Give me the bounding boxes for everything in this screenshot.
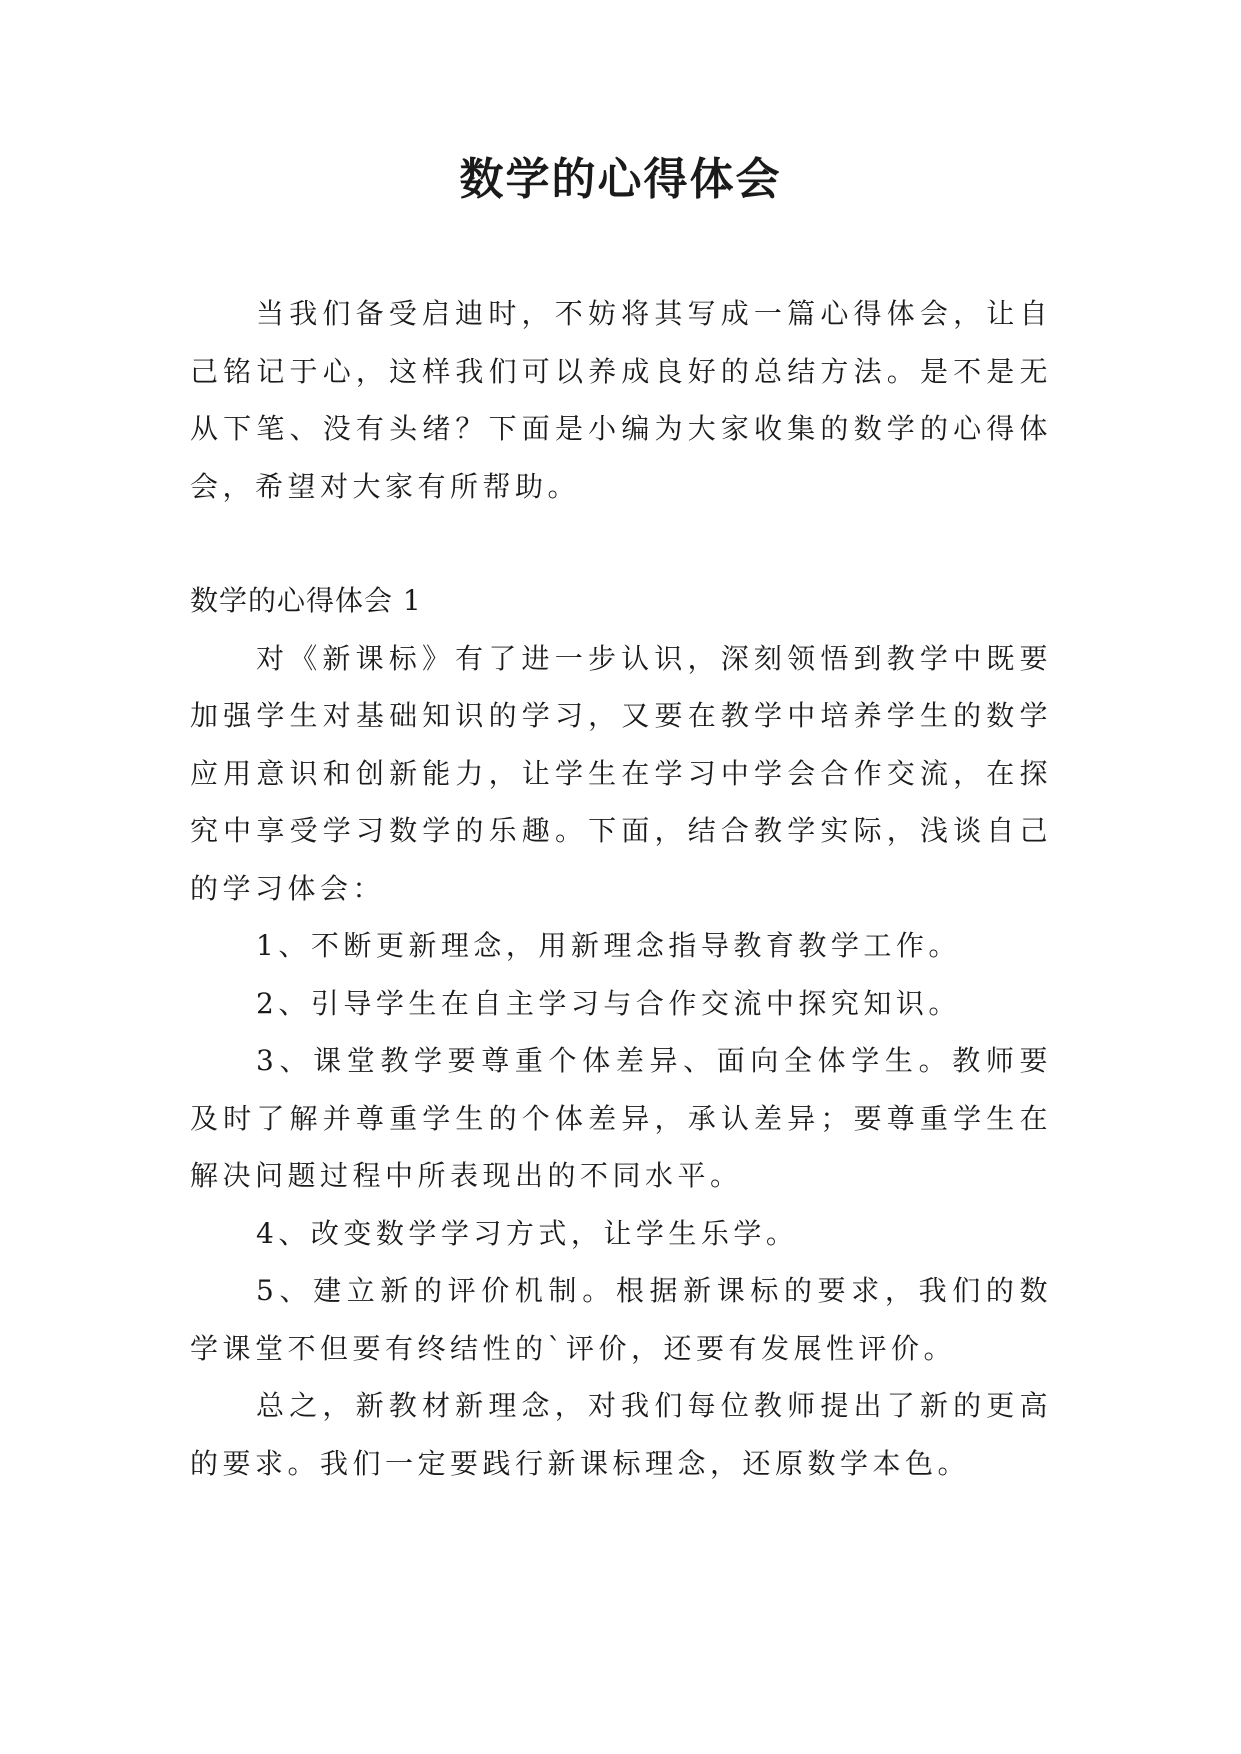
conclusion-paragraph: 总之，新教材新理念，对我们每位教师提出了新的更高的要求。我们一定要践行新课标理念，还原数学本色。 — [190, 1389, 1052, 1480]
intro-paragraph: 当我们备受启迪时，不妨将其写成一篇心得体会，让自己铭记于心，这样我们可以养成良好的总结方法。是不是无从下笔、没有头绪？下面是小编为大家收集的数学的心得体会，希望对大家有所帮助。 — [190, 297, 1052, 503]
list-item-4: 4、改变数学学习方式，让学生乐学。 — [256, 1216, 799, 1250]
section-heading: 数学的心得体会 1 — [190, 584, 422, 617]
list-item-2: 2、引导学生在自主学习与合作交流中探究知识。 — [256, 986, 961, 1020]
body-paragraph: 对《新课标》有了进一步认识，深刻领悟到教学中既要加强学生对基础知识的学习，又要在教学中培养学生的数学应用意识和创新能力，让学生在学习中学会合作交流，在探究中享受学习数学的乐趣。下面，结合教学实际，浅谈自己的学习体会： — [190, 641, 1052, 905]
document-title: 数学的心得体会 — [459, 154, 782, 205]
list-item-3: 3、课堂教学要尊重个体差异、面向全体学生。教师要及时了解并尊重学生的个体差异，承认差异；要尊重学生在解决问题过程中所表现出的不同水平。 — [190, 1044, 1052, 1192]
document-body — [190, 285, 1052, 1492]
list-item-5: 5、建立新的评价机制。根据新课标的要求，我们的数学课堂不但要有终结性的`评价，还要有发展性评价。 — [190, 1274, 1052, 1365]
list-item-1: 1、不断更新理念，用新理念指导教育教学工作。 — [256, 929, 961, 962]
